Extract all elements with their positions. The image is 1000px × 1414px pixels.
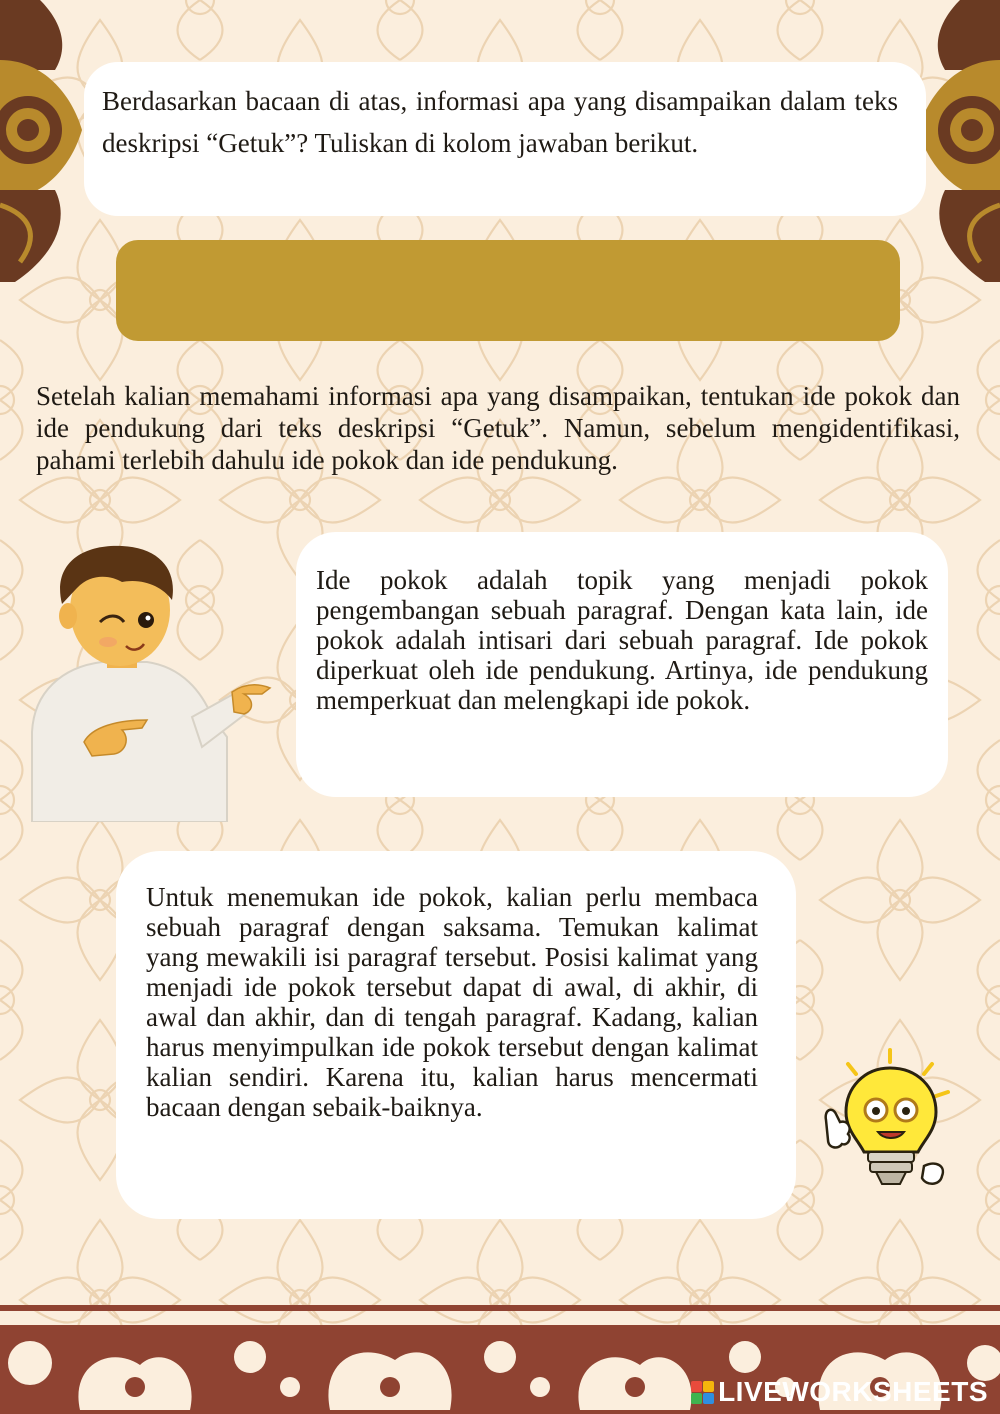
watermark-text: LIVEWORKSHEETS xyxy=(718,1376,988,1407)
answer-field[interactable] xyxy=(116,240,900,341)
explanation-card-main-idea xyxy=(296,532,948,797)
explanation-text-finding-main-idea: Untuk menemukan ide pokok, kalian perlu membaca sebuah paragraf dengan saksama. Temukan kalimat yang mewakili isi paragraf tersebut. Posisi kalimat yang menjadi ide pokok tersebut dapat di awal, di akhir, di awal dan akhir, dan di tengah paragraf. Kadang, kalian harus menyimpulkan ide pokok tersebut dengan kalimat kalian sendiri. Karena itu, kalian harus mencermati bacaan dengan sebaik-baiknya. xyxy=(146,882,758,1122)
explanation-text-main-idea: Ide pokok adalah topik yang menjadi pokok pengembangan sebuah paragraf. Dengan kata lain, ide pokok adalah intisari dari sebuah paragraf. Ide pokok diperkuat oleh ide pendukung. Artinya, ide pendukung memperkuat dan melengkapi ide pokok. xyxy=(316,565,928,715)
question-text: Berdasarkan bacaan di atas, informasi apa yang disampaikan dalam teks deskripsi “Getuk”? Tuliskan di kolom jawaban berikut. xyxy=(102,86,898,158)
liveworksheets-watermark xyxy=(691,1376,988,1408)
question-card xyxy=(84,62,926,216)
boy-pointing-icon xyxy=(22,542,272,822)
explanation-card-finding-main-idea xyxy=(116,851,796,1219)
liveworksheets-logo-icon xyxy=(691,1381,714,1404)
intro-paragraph: Setelah kalian memahami informasi apa yang disampaikan, tentukan ide pokok dan ide pendukung dari teks deskripsi “Getuk”. Namun, sebelum mengidentifikasi, pahami terlebih dahulu ide pokok dan ide pendukung. xyxy=(36,381,960,475)
lightbulb-mascot-icon xyxy=(818,1048,968,1198)
